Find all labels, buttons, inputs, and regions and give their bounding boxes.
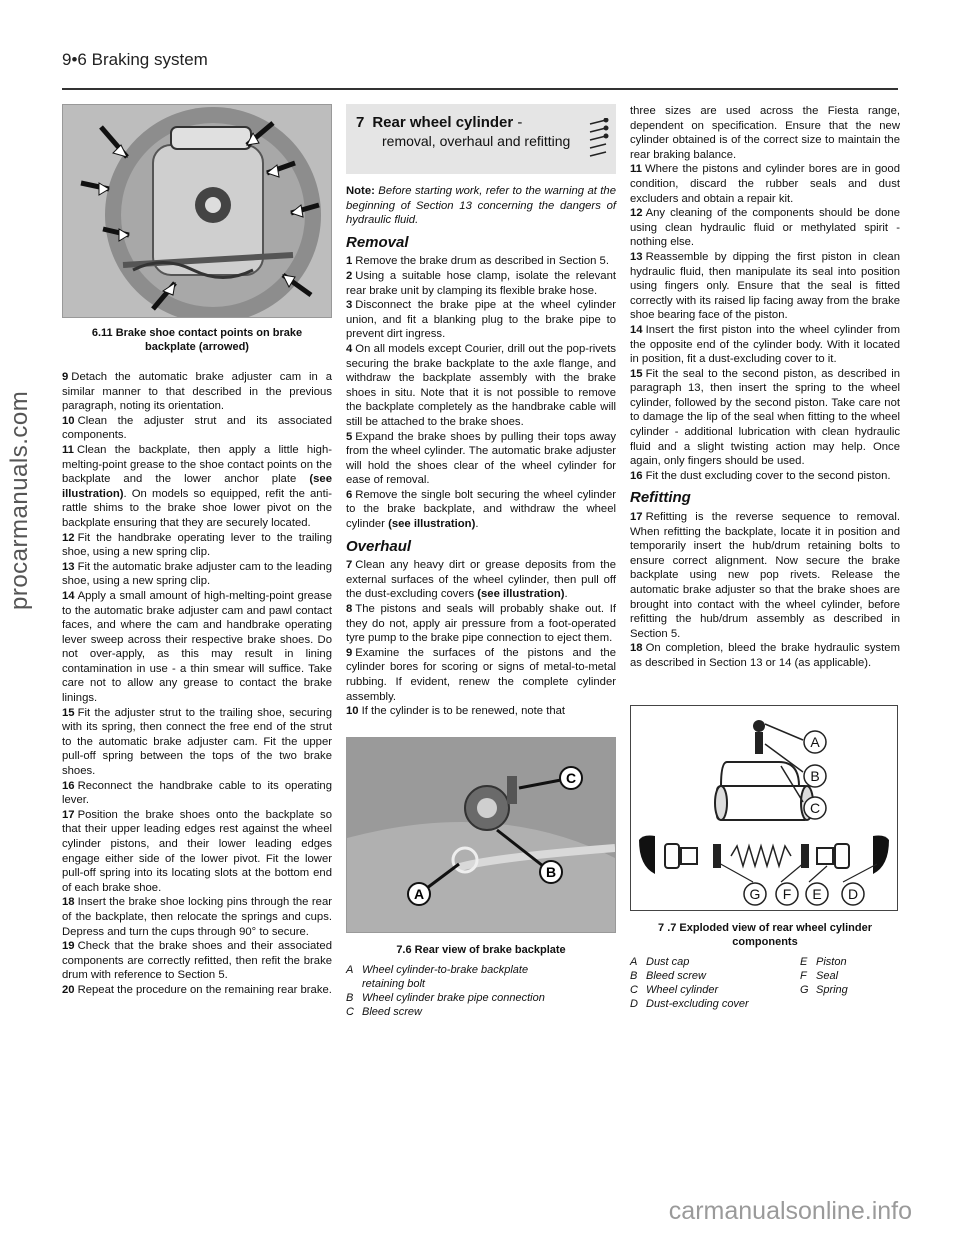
paragraph-text-after: . bbox=[564, 588, 568, 601]
paragraph-number: 16 bbox=[630, 469, 643, 482]
numbered-paragraph bbox=[346, 704, 616, 719]
paragraph-number: 13 bbox=[630, 250, 643, 263]
numbered-paragraph bbox=[62, 706, 332, 779]
legend-row: B Wheel cylinder brake pipe connection bbox=[346, 991, 545, 1004]
paragraph-text: Repeat the procedure on the remaining rear brake. bbox=[77, 983, 332, 996]
legend-row: C Bleed screw bbox=[346, 1005, 422, 1018]
paragraph-number: 12 bbox=[62, 531, 75, 544]
callout-f: F bbox=[782, 885, 792, 902]
paragraph-text: Insert the first piston into the wheel cylinder from the opposite end of the cylinder body. With it located in position, fit a dust-excluding cover to it. bbox=[630, 323, 900, 366]
numbered-paragraph bbox=[346, 269, 616, 298]
paragraph-text: Fit the automatic brake adjuster cam to the leading shoe, using a new spring clip. bbox=[62, 560, 332, 588]
paragraph-text: Fit the seal to the second piston, as described in paragraph 13, then insert the spring to the wheel cylinder, followed by the second piston. Take care not to damage the lip of the seal when fitting to the wheel cylinder - additional lubrication with clean hydraulic fluid and a slight twisting action may help. Once again, only fingers should be used. bbox=[630, 367, 900, 468]
section-number: 7 bbox=[356, 114, 365, 131]
section-title-bold: Rear wheel cylinder bbox=[372, 114, 514, 131]
page-header bbox=[62, 50, 208, 70]
paragraph-number: 18 bbox=[62, 896, 75, 909]
paragraph-text-after: . On models so equipped, refit the anti-rattle shims to the brake shoe lower pivot on the backplate ensuring that they are securely located. bbox=[62, 487, 332, 529]
paragraph-text: Any cleaning of the components should be done using clean hydraulic fluid or methylated spirit - nothing else. bbox=[630, 207, 900, 249]
paragraph-text: Disconnect the brake pipe at the wheel cylinder union, and fit a blanking plug to the brake pipe to prevent dirt ingress. bbox=[346, 299, 616, 341]
numbered-paragraph bbox=[62, 895, 332, 939]
numbered-paragraph bbox=[346, 488, 616, 532]
col1-paragraphs bbox=[62, 370, 332, 998]
section-7-title bbox=[356, 114, 606, 132]
paragraph-number: 9 bbox=[62, 371, 69, 383]
figure-7-7-caption: 7 .7 Exploded view of rear wheel cylinder components bbox=[658, 921, 872, 948]
numbered-paragraph bbox=[346, 430, 616, 488]
paragraph-number: 4 bbox=[346, 342, 353, 355]
figure-7-6-caption: 7.6 Rear view of brake backplate bbox=[396, 943, 566, 956]
numbered-paragraph bbox=[346, 298, 616, 342]
page-ref: 9•6 bbox=[62, 50, 87, 69]
illustration-ref: (see illustration) bbox=[477, 588, 565, 601]
legend-item: D Dust-excluding cover bbox=[630, 997, 749, 1010]
numbered-paragraph bbox=[62, 414, 332, 443]
legend-item: E Piston bbox=[800, 955, 847, 968]
chapter-title: Braking system bbox=[91, 50, 208, 69]
figure-6-11-photo bbox=[62, 104, 332, 318]
paragraph-number: 17 bbox=[62, 808, 75, 821]
paragraph-text: Clean any heavy dirt or grease deposits from the external surfaces of the wheel cylinder, then pull off the dust-excluding covers bbox=[346, 559, 616, 601]
paragraph-number: 5 bbox=[346, 430, 353, 443]
paragraph-text: Check that the brake shoes and their associated components are correctly refitted, then refit the brake drum with reference to Section 5. bbox=[62, 940, 332, 982]
section-7-subtitle: removal, overhaul and refitting bbox=[382, 133, 571, 149]
callout-a: A bbox=[810, 733, 820, 750]
paragraph-number: 15 bbox=[630, 367, 643, 380]
paragraph-text: Detach the automatic brake adjuster cam in a similar manner to that described in the previous paragraph, noting its orientation. bbox=[62, 371, 332, 413]
paragraph-text: Remove the single bolt securing the wheel cylinder to the brake backplate, and withdraw the wheel cylinder bbox=[346, 488, 616, 531]
paragraph-number: 3 bbox=[346, 299, 353, 312]
paragraph-number: 20 bbox=[62, 983, 75, 996]
column-2 bbox=[346, 104, 616, 1019]
numbered-paragraph bbox=[630, 162, 900, 206]
illustration-ref: (see illustration) bbox=[388, 518, 476, 531]
removal-paragraphs bbox=[346, 254, 616, 531]
section-title-rest: - bbox=[513, 114, 523, 131]
legend-item: F Seal bbox=[800, 969, 839, 982]
paragraph-text: Reassemble by dipping the first piston in clean hydraulic fluid, then manipulate its seal into position using fingers only. Ensure that the seal is fitted correctly with its raised lip facing away from the brake shoe bearing face of the piston. bbox=[630, 250, 900, 322]
numbered-paragraph bbox=[346, 558, 616, 602]
paragraph-number: 18 bbox=[630, 642, 643, 655]
note-label: Note: bbox=[346, 185, 375, 197]
figure-6-11-caption: 6.11 Brake shoe contact points on brake backplate (arrowed) bbox=[91, 327, 303, 353]
callout-c: C bbox=[565, 769, 577, 786]
paragraph-text: Expand the brake shoes by pulling their tops away from the wheel cylinder. The automatic brake adjuster will hold the shoes clear of the wheel cylinder for ease of removal. bbox=[346, 430, 616, 487]
paragraph-number: 15 bbox=[62, 706, 75, 719]
callout-e: E bbox=[812, 885, 822, 902]
paragraph-number: 19 bbox=[62, 940, 75, 953]
removal-heading: Removal bbox=[346, 233, 409, 251]
callout-d: D bbox=[847, 885, 859, 902]
numbered-paragraph bbox=[346, 342, 616, 430]
paragraph-number: 6 bbox=[346, 488, 353, 501]
side-watermark: procarmanuals.com bbox=[6, 390, 33, 610]
numbered-paragraph bbox=[630, 641, 900, 670]
paragraph-number: 16 bbox=[62, 779, 75, 792]
callout-b: B bbox=[545, 863, 557, 880]
overhaul-paragraphs bbox=[346, 558, 616, 719]
callout-g: G bbox=[749, 885, 761, 902]
header-rule bbox=[62, 88, 898, 90]
paragraph-number: 7 bbox=[346, 559, 353, 572]
paragraph-text: Refitting is the reverse sequence to removal. When refitting the backplate, locate it in position and temporarily insert the hub/drum retaining bolts to ensure correct alignment. Now secure the brake backplate using new pop rivets. Release the automatic brake adjuster so that the brake shoes are brought into contact with the wheel cylinder, before refitting the hub/drum assembly as described in Section 5. bbox=[630, 511, 900, 640]
numbered-paragraph bbox=[346, 254, 616, 269]
paragraph-text: Clean the adjuster strut and its associated components. bbox=[62, 414, 332, 442]
paragraph-text: Insert the brake shoe locking pins through the rear of the backplate, then relocate the springs and cups. Depress and turn the cups through 90° to secure. bbox=[62, 896, 332, 938]
paragraph-text: Using a suitable hose clamp, isolate the relevant rear brake unit by clamping its flexible brake hose. bbox=[346, 269, 616, 297]
numbered-paragraph bbox=[630, 323, 900, 367]
callout-b: B bbox=[810, 767, 820, 784]
numbered-paragraph bbox=[630, 367, 900, 469]
rear-backplate-photo-illustration bbox=[347, 738, 615, 932]
paragraph-number: 9 bbox=[346, 646, 353, 659]
numbered-paragraph bbox=[630, 206, 900, 250]
paragraph-number: 10 bbox=[62, 414, 75, 427]
paragraph-text: Fit the dust excluding cover to the second piston. bbox=[645, 469, 891, 482]
legend-row-continued: retaining bolt bbox=[362, 977, 425, 990]
numbered-paragraph bbox=[346, 646, 616, 704]
paragraph-number: 8 bbox=[346, 603, 353, 616]
paragraph-text: Fit the adjuster strut to the trailing shoe, securing with its spring, then connect the free end of the strut to the automatic brake adjuster cam. Fit the upper pull-off spring between the tops of the two brake shoes. bbox=[62, 706, 332, 778]
paragraph-text: Clean the backplate, then apply a little high-melting-point grease to the shoe contact points on the backplate and the lower anchor plate bbox=[62, 443, 332, 486]
paragraph-number: 1 bbox=[346, 255, 353, 268]
paragraph-text: Position the brake shoes onto the backplate so that their upper leading edges rest against the wheel cylinder pistons, and their lower leading edges engage either side of the lower pivot. Fit the lower pull-off spring into its locating slots at the bottom end of each brake shoe. bbox=[62, 808, 332, 894]
numbered-paragraph bbox=[62, 983, 332, 998]
numbered-paragraph bbox=[630, 510, 900, 641]
legend-item: A Dust cap bbox=[630, 955, 690, 968]
paragraph-text: The pistons and seals will probably shake out. If they do not, apply air pressure from a foot-operated tyre pump to the brake pipe connection to eject them. bbox=[346, 603, 616, 645]
bottom-watermark: carmanualsonline.info bbox=[668, 1197, 912, 1225]
overhaul-heading: Overhaul bbox=[346, 537, 412, 555]
paragraph-text: Apply a small amount of high-melting-point grease to the automatic brake adjuster cam and pawl contact faces, and where the cam and handbrake operating lever sweep across their respective brake shoes. Do not over-apply, as this may result in lining contamination in use - a thin smear will suffice. Take care not to allow any grease to contact the brake linings. bbox=[62, 589, 332, 705]
numbered-paragraph bbox=[630, 250, 900, 323]
column-1 bbox=[62, 104, 332, 998]
paragraph-text: If the cylinder is to be renewed, note that bbox=[361, 705, 566, 718]
legend-row: A Wheel cylinder-to-brake backplate bbox=[346, 963, 529, 976]
numbered-paragraph bbox=[62, 531, 332, 560]
paragraph-number: 17 bbox=[630, 511, 643, 524]
legend-item: C Wheel cylinder bbox=[630, 983, 719, 996]
refitting-heading: Refitting bbox=[630, 489, 691, 507]
figure-7-7-diagram bbox=[630, 705, 898, 911]
paragraph-text: Examine the surfaces of the pistons and the cylinder bores for scoring or signs of metal-to-metal rubbing. If evident, renew the complete cylinder assembly. bbox=[346, 646, 616, 703]
paragraph-text: On completion, bleed the brake hydraulic system as described in Section 13 or 14 (as applicable). bbox=[630, 642, 900, 669]
numbered-paragraph bbox=[62, 370, 332, 414]
numbered-paragraph bbox=[62, 939, 332, 983]
paragraph-number: 11 bbox=[62, 443, 74, 456]
paragraph-number: 11 bbox=[630, 163, 642, 176]
paragraph-text: Fit the handbrake operating lever to the trailing shoe, using a new spring clip. bbox=[62, 531, 332, 559]
section-7-heading-box bbox=[346, 104, 616, 174]
refitting-paragraphs bbox=[630, 510, 900, 671]
section-7-note bbox=[346, 184, 616, 228]
paragraph-text: On all models except Courier, drill out the pop-rivets securing the brake backplate to the axle flange, and withdraw the backplate assembly with the brake shoes in situ. Note that it is not possible to remove the backplate completely as the handbrake cable will still be attached to the brake shoes. bbox=[346, 342, 616, 428]
col3-lead: three sizes are used across the Fiesta range, dependent on specification. Ensure that the new cylinder obtained is of the correct size to maintain the rear braking balance. bbox=[630, 105, 900, 161]
column-3 bbox=[630, 104, 900, 1011]
callout-c: C bbox=[809, 799, 821, 816]
numbered-paragraph bbox=[62, 779, 332, 808]
paragraph-number: 10 bbox=[346, 705, 359, 718]
paragraph-number: 13 bbox=[62, 560, 75, 573]
col3-paragraphs bbox=[630, 162, 900, 483]
numbered-paragraph bbox=[630, 469, 900, 484]
paragraph-text: Reconnect the handbrake cable to its operating lever. bbox=[62, 779, 332, 807]
paragraph-number: 14 bbox=[630, 323, 643, 336]
paragraph-text: Where the pistons and cylinder bores are in good condition, discard the rubber seals and dust excluders and obtain a repair kit. bbox=[630, 163, 900, 205]
figure-7-6-legend bbox=[346, 963, 616, 1019]
callout-a: A bbox=[413, 885, 425, 902]
wheel-cylinder-exploded-diagram bbox=[631, 706, 897, 910]
numbered-paragraph bbox=[346, 602, 616, 646]
figure-7-6-photo bbox=[346, 737, 616, 933]
paragraph-number: 14 bbox=[62, 589, 75, 602]
difficulty-spanner-icon bbox=[586, 118, 610, 162]
legend-item: B Bleed screw bbox=[630, 969, 706, 982]
paragraph-text-after: . bbox=[475, 518, 479, 531]
legend-item: G Spring bbox=[800, 983, 848, 996]
note-text: Before starting work, refer to the warning at the beginning of Section 13 concerning the dangers of hydraulic fluid. bbox=[346, 185, 616, 227]
paragraph-text: Remove the brake drum as described in Section 5. bbox=[355, 255, 609, 268]
numbered-paragraph bbox=[62, 589, 332, 706]
numbered-paragraph bbox=[62, 808, 332, 896]
paragraph-number: 12 bbox=[630, 207, 643, 220]
paragraph-number: 2 bbox=[346, 269, 353, 282]
brake-backplate-photo-illustration bbox=[63, 105, 331, 317]
figure-7-7-legend bbox=[630, 955, 900, 1011]
exploded-parts bbox=[639, 835, 889, 874]
numbered-paragraph bbox=[62, 443, 332, 531]
illustration-ref: (see illustration) bbox=[62, 473, 333, 500]
numbered-paragraph bbox=[62, 560, 332, 589]
